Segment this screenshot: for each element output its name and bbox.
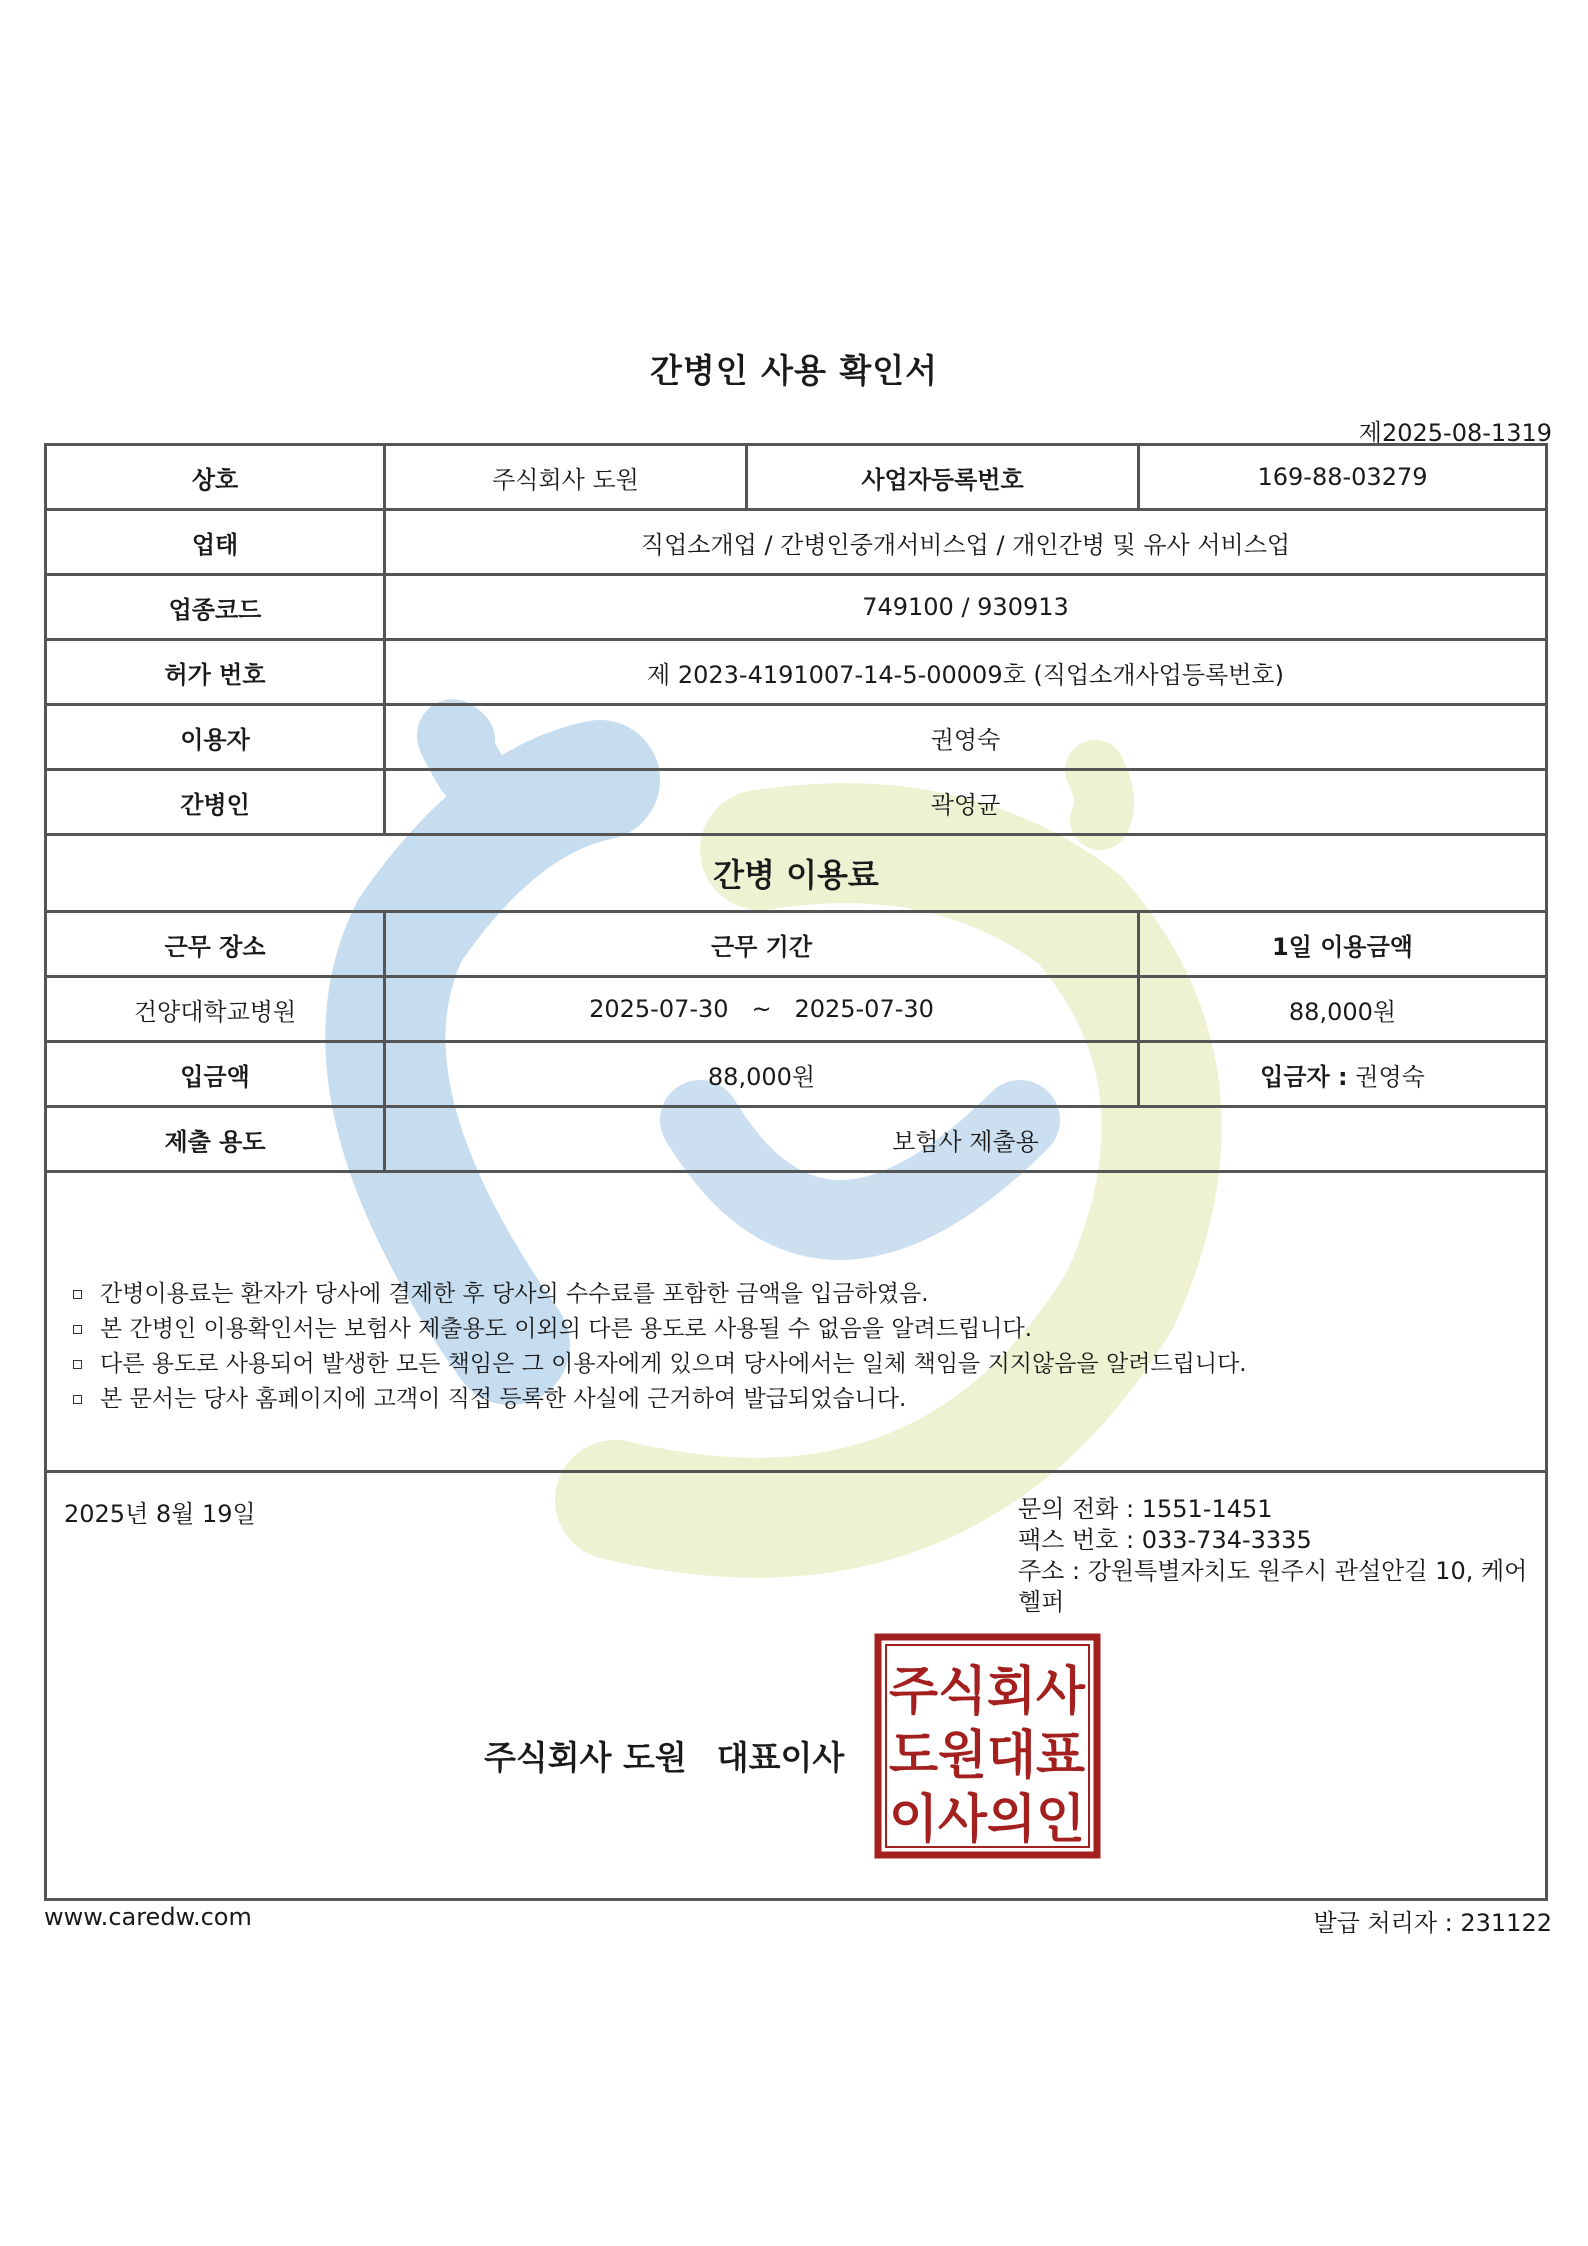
signer-company: 주식회사 도원 bbox=[484, 1738, 687, 1777]
fee-section-title: 간병 이용료 bbox=[713, 856, 879, 894]
note-item: 간병이용료는 환자가 당사에 결제한 후 당사의 수수료를 포함한 금액을 입금하였음. bbox=[73, 1277, 1247, 1312]
depositor-label: 입금자 : bbox=[1260, 1062, 1348, 1091]
caregiver-value: 곽영균 bbox=[930, 790, 1001, 819]
notes-list bbox=[73, 1277, 1247, 1417]
depositor-value: 권영숙 bbox=[1355, 1062, 1425, 1091]
deposit-value: 88,000원 bbox=[707, 1062, 816, 1091]
svg-text:도원대표: 도원대표 bbox=[889, 1726, 1085, 1786]
contact-address: 주소 : 강원특별자치도 원주시 관설안길 10, 케어헬퍼 bbox=[1018, 1557, 1528, 1616]
user-label: 이용자 bbox=[180, 725, 250, 754]
issue-date: 2025년 8월 19일 bbox=[64, 1500, 256, 1528]
daily-header: 1일 이용금액 bbox=[1272, 932, 1413, 961]
signer-title: 대표이사 bbox=[716, 1738, 845, 1777]
square-bullet-icon bbox=[73, 1325, 82, 1334]
period-value: 2025-07-30 ~ 2025-07-30 bbox=[589, 995, 934, 1023]
document-title: 간병인 사용 확인서 bbox=[649, 351, 938, 390]
depositor bbox=[1140, 1043, 1545, 1105]
place-value: 건양대학교병원 bbox=[133, 997, 297, 1026]
period-header: 근무 기간 bbox=[710, 932, 813, 961]
code-label: 업종코드 bbox=[168, 595, 262, 624]
business-label: 업태 bbox=[191, 530, 239, 559]
user-value: 권영숙 bbox=[930, 725, 1001, 754]
caregiver-label: 간병인 bbox=[180, 790, 250, 819]
contact-phone: 문의 전화 : 1551-1451 bbox=[1018, 1495, 1273, 1523]
note-item: 본 간병인 이용확인서는 보험사 제출용도 이외의 다른 용도로 사용될 수 없음을 알려드립니다. bbox=[73, 1312, 1247, 1347]
svg-text:주식회사: 주식회사 bbox=[889, 1662, 1086, 1722]
website-link[interactable]: www.caredw.com bbox=[44, 1903, 252, 1931]
code-value: 749100 / 930913 bbox=[862, 593, 1069, 621]
issuer-info: 발급 처리자 : 231122 bbox=[1313, 1909, 1552, 1937]
daily-value: 88,000원 bbox=[1288, 997, 1397, 1026]
contact-fax: 팩스 번호 : 033-734-3335 bbox=[1018, 1526, 1312, 1554]
note-item: 본 문서는 당사 홈페이지에 고객이 직접 등록한 사실에 근거하여 발급되었습니다. bbox=[73, 1382, 1247, 1417]
certificate-table bbox=[44, 443, 1548, 1901]
note-item: 다른 용도로 사용되어 발생한 모든 책임은 그 이용자에게 있으며 당사에서는 일체 책임을 지지않음을 알려드립니다. bbox=[73, 1347, 1247, 1382]
contact-info bbox=[1018, 1494, 1545, 1618]
place-header: 근무 장소 bbox=[164, 932, 266, 961]
business-value: 직업소개업 / 간병인중개서비스업 / 개인간병 및 유사 서비스업 bbox=[640, 530, 1291, 559]
square-bullet-icon bbox=[73, 1360, 82, 1369]
deposit-label: 입금액 bbox=[180, 1062, 250, 1091]
purpose-label: 제출 용도 bbox=[164, 1127, 266, 1156]
company-name-label: 상호 bbox=[191, 465, 239, 494]
regno-label: 사업자등록번호 bbox=[861, 465, 1024, 494]
purpose-value: 보험사 제출용 bbox=[892, 1127, 1039, 1156]
regno-value: 169-88-03279 bbox=[1257, 463, 1428, 491]
permit-value: 제 2023-4191007-14-5-00009호 (직업소개사업등록번호) bbox=[647, 660, 1284, 689]
signer bbox=[484, 1732, 874, 1779]
document-number: 제2025-08-1319 bbox=[1358, 419, 1552, 447]
company-name-value: 주식회사 도원 bbox=[492, 465, 639, 494]
square-bullet-icon bbox=[73, 1395, 82, 1404]
square-bullet-icon bbox=[73, 1290, 82, 1299]
svg-text:이사의인: 이사의인 bbox=[889, 1790, 1085, 1850]
permit-label: 허가 번호 bbox=[164, 660, 266, 689]
company-seal-stamp bbox=[874, 1633, 1101, 1859]
